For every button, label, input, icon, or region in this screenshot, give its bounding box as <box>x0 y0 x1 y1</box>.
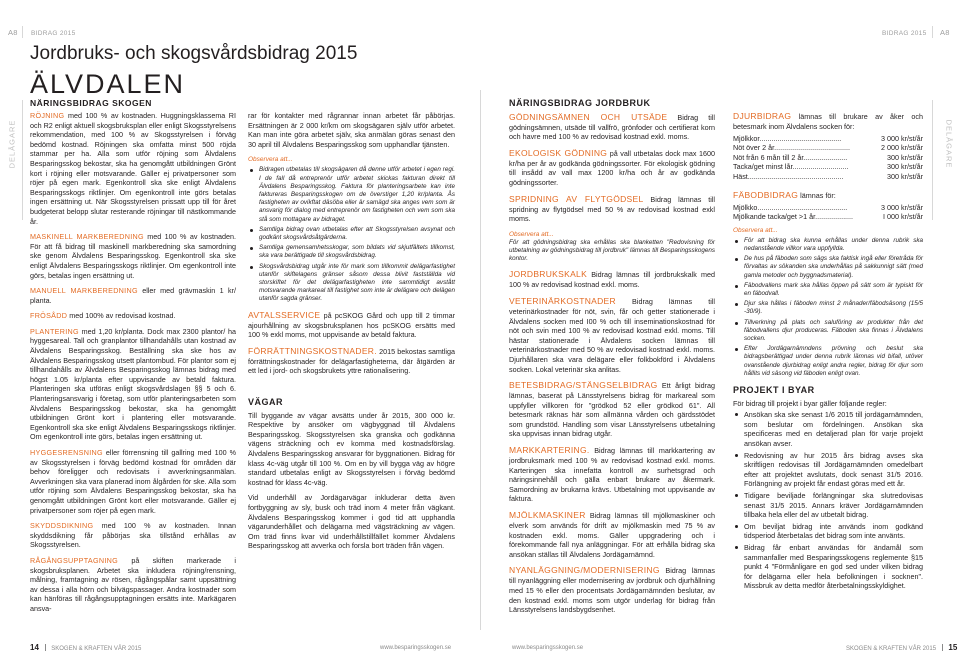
col3-observe-text: För att gödningsbidrag ska erhållas ska blanketten "Redovisning för utbetalning av gödningsbidrag till jordbruk" lämnas till Besparingsskogens kontor. <box>509 238 715 263</box>
page-number-right: A8 <box>940 28 950 37</box>
footer-magazine-right: SKOGEN & KRAFTEN VÅR 2015 <box>846 646 937 652</box>
list-item: Samtliga bidrag ovan utbetalas efter att Skogsstyrelsen avsynat och godkänt skogsvårdsåtgärderna. <box>248 226 455 242</box>
forrattning-text: 2015 bekostas samtliga förrättningskostnader för delägarfastigheterna, där åtgärden är ett led i jord- och skogsbrukets yttre rationalisering. <box>248 346 455 376</box>
avtalsservice-heading: AVTALSSERVICE <box>248 309 321 320</box>
page-number-left: A8 <box>8 28 18 37</box>
rate-label: Häst................................................ <box>733 171 844 181</box>
fabodbidrag-text: lämnas för: <box>798 190 836 200</box>
rate-row <box>733 134 923 144</box>
col3-paragraph <box>509 148 715 188</box>
col3-heading: EKOLOGISK GÖDNING <box>509 147 608 158</box>
col3-heading: GÖDNINGSÄMNEN OCH UTSÄDE <box>509 111 668 122</box>
col1-paragraph <box>30 111 236 226</box>
column-3 <box>509 99 715 621</box>
footer-right <box>846 644 957 653</box>
col1-heading: FRÖSÅDD <box>30 311 68 321</box>
rate-row <box>733 153 923 163</box>
col3-text: Bidrag lämnas till markkartering av jordbruksmark med 100 % av redovisad kostnad exkl. moms. Karteringen ska innefatta kontroll av surhetsgrad och näringsinnehåll och gälla enbart brukare av åkermark. Samordning av brukarna krävs. Utbetalning mot uppvisande av faktura. <box>509 446 715 504</box>
rate-label: Nöt över 2 år...................................... <box>733 143 851 153</box>
list-item: Ansökan ska ske senast 1/6 2015 till jordägarnämnden, som beslutar om fördelningen. Ansökan ska specificeras med en detaljerad plan för varje projekt ansökan avser. <box>733 410 923 448</box>
col3-heading: VETERINÄRKOSTNADER <box>509 295 616 306</box>
forrattning-heading: FÖRRÄTTNINGSKOSTNADER. <box>248 345 377 356</box>
col2-intro: rar för kontakter med rågrannar innan arbetet får påbörjas. Ersättningen är 2 000 kr/km om skogsägaren själv utför arbetet. Kan man inte göra arbetet själv, ska anmälan göras senast den 30 april till Älvdalens Besparingsskog som upphandlar tjänsten. <box>248 111 455 149</box>
page-subtitle: ÄLVDALEN <box>30 69 186 99</box>
col2-bullet-list <box>248 166 455 303</box>
rate-row <box>733 203 923 213</box>
col1-text: med 100 % av kostnaden. Innan skyddsdikning får påbörjas ska tillstånd erhållas av Skogsstyrelsen. <box>30 521 236 550</box>
col3-paragraph <box>509 112 715 142</box>
djurbidrag-heading: DJURBIDRAG <box>733 111 792 121</box>
rate-value: 3 000 kr/st/år <box>881 202 923 212</box>
side-label-right: DELÅGARE <box>944 119 954 169</box>
rate-label: Mjölkkor......................................... <box>733 133 842 143</box>
rate-label: Tacka/get minst lår............................ <box>733 162 849 172</box>
col3-text: Bidrag lämnas till mjölkmaskiner och elverk som används för drift av mjölkmaskin med 75 % av kostnaden exkl. moms. Gäller uppgradering och i förekommande fall nya anläggningar. För att erhålla bidrag ska ansökan ställas till Älvdalens Jordägarnämnd. <box>509 511 715 559</box>
column-1 <box>30 111 236 620</box>
list-item: Bidrag får enbart användas för ändamål som sammanfaller med Besparingsskogens reglemente §15 punkt 4 "Förmånligare en god sed under vilken bidrag för delägarna eller hela befolkningen i socknen". Missbruk av detta medför återbetalningsskyldighet. <box>733 543 923 591</box>
col1-text: eller förrensning till gallring med 100 % av Skogsstyrelsen i förväg bedömd kostnad för områden där behov föreligger och redovisats i avverkningsanmälan. Avverkningen ska vara planerad inom ålgården för ske. Alla som utför röjning som Älvdalens Besparingsskog bekostar, ska ha genomgått utbildningen Grönt kort eller motsvarande. Gäller ej privatpersoner som röjer på egen mark. <box>30 448 236 515</box>
col1-heading: RÅGÅNGSUPPTAGNING <box>30 555 119 565</box>
rate-row <box>733 143 923 153</box>
col1-paragraph <box>30 521 236 550</box>
col2-observe-heading: Observera att... <box>248 156 293 164</box>
col3-heading: SPRIDNING AV FLYTGÖDSEL <box>509 193 644 204</box>
col3-paragraph <box>509 269 715 290</box>
fabodbidrag-rates <box>733 203 923 222</box>
djurbidrag-rates <box>733 134 923 182</box>
col1-paragraph <box>30 556 236 614</box>
fabodbidrag-heading: FÄBODBIDRAG <box>733 189 799 200</box>
col1-text: på skiften markerade i skogsbruksplanen. Arbetet ska inkludera röjning/rensning, målning, framtagning av rösen, rågångspålar samt uppsättning av dessa i alla hörn och bilvägspassager. Andra kostnader som kan hänföras till rågångsupptagningen ersätts inte. Markägaren ansva- <box>30 555 236 613</box>
list-item: Redovisning av hur 2015 års bidrag avses ska skriftligen redovisas till Jordägarnämnden omedelbart efter att projektet avslutats, dock senast 31/5 2016. Förlängning av projekt får endast göras med ett år. <box>733 451 923 489</box>
vagar-text-1: Till byggande av vägar avsätts under år 2015, 300 000 kr. Respektive by ansöker om vägbyggnad till Älvdalens Besparingsskog. Skogsstyrelsen ska granska och godkänna vägens sträckning och ev komma med kostnadsförslag. Älvdalens Besparingsskog ansvarar för byggnationen. Bidrag för klass 4c-väg utgår till 100 %. Om en by vill bygga väg av högre standard utbetalas enligt av Skogsstyrelsen i förväg bedömd kostnad för klass 4c-väg. <box>248 410 455 487</box>
col3-paragraph <box>509 380 715 439</box>
list-item: De hus på fäboden som sägs ska faktisk ingå eller företråda för förvaltas av sökanden ska underhållas på sakkunnigt sätt (med gamla metoder och byggnadsmaterial). <box>733 255 923 280</box>
list-item: Djur ska hållas i fäboden minst 2 månader/fäbodsäsong (15/5 -30/9). <box>733 300 923 316</box>
footer-page-right: 15 <box>948 643 958 652</box>
col3-text: Bidrag lämnas till spridning av flytgödsel med 50 % av redovisad kostnad exkl moms. <box>509 194 715 224</box>
projekt-bullet-list <box>733 410 923 591</box>
col3-text: Bidrag lämnas till nyanläggning eller modernisering av jordbruk och djurhållning med 15 % eller den procentsats Jordägarnämnden beslutar, av den kostnad exkl. moms som utgör underlag för bidrag från Länsstyrelsens landsbygdsenhet. <box>509 566 715 615</box>
rate-value: I 000 kr/st/år <box>883 212 923 222</box>
col3-text: Bidrag till gödningsämnen, utsäde till vallfrö, grönfoder och certifierat korn och havre med 100 % av redovisad kostnad exkl. moms. <box>509 112 715 142</box>
side-label-left: DELÅGARE <box>7 119 17 169</box>
projekt-title: PROJEKT I BYAR <box>733 385 815 395</box>
header-label-right: BIDRAG 2015 <box>882 30 927 37</box>
list-item: Skogsvårdsbidrag utgår inte för mark som tillkommit delägarfastighet utanför skiftelagens gränser såsom dessa blivit fastställda vid storskiftet för det delägarfastigheten inte sammtidigt avstått motsvarande markareal till fastighet som inte är delägare och delägen utanför sagda gränser. <box>248 263 455 304</box>
col3-heading: MARKKARTERING. <box>509 445 590 456</box>
col1-paragraph <box>30 448 236 515</box>
col1-text: med 100 % av kostnaden. Huggningsklassema RI och R2 enligt aktuell skogsbruksplan eller enligt Skogsstyrelsens rekommendation, med 100 % av Skogsstyrelsen i förväg bedömd kostnad. Röjningen ska omfatta minst 500 röjda stammar per ha. Alla som utför röjning som Älvdalens Besparingsskog bekostar, ska ha genomgått utbildningen Grönt kort i röjning eller motsvarande. Gäller ej privatpersoner som röjer på egen mark. Egenkontroll ska ske enligt Älvdalens Besparingsskogs riktlinjer. Om egenkontroll inte görs betalas ingen ersättning ut. När Skogsstyrelsen prissatt upp till för året budgeterat belopp slutar resterande röjningar till nästkommande år. <box>30 111 236 226</box>
col3-paragraph <box>509 445 715 504</box>
vagar-title: VÄGAR <box>248 397 284 407</box>
rate-row <box>733 172 923 182</box>
jordbruk-title: NÄRINGSBIDRAG JORDBRUK <box>509 98 651 108</box>
rate-label: Mjölkko............................................. <box>733 202 848 212</box>
col1-heading: MANUELL MARKBEREDNING <box>30 286 138 296</box>
projekt-intro: För bidrag till projekt i byar gäller följande regler: <box>733 398 887 408</box>
col4-bullet-list <box>733 237 923 378</box>
col1-paragraph <box>30 232 236 280</box>
col3-paragraph <box>509 194 715 224</box>
col1-paragraph <box>30 327 236 442</box>
vagar-text-2: Vid underhåll av Jordägarvägar inkluderar detta även fortbyggning av sly, busk och träd inom 4 meter från vägkant. Älvdalens Besparingsskog kommer i god tid att upphandla vägarunderhållet och delägarna med vägsträckning av vägen. Om träd finns kvar vid underhållstillfället kommer Älvdalens Besparingsskog att avverka och forsla bort träden från vägen. <box>248 493 455 551</box>
footer-magazine-left: SKOGEN & KRAFTEN VÅR 2015 <box>51 646 142 652</box>
rate-value: 2 000 kr/st/år <box>881 143 923 153</box>
col3-text: på vall utbetalas dock max 1600 kr/ha per år av godkända gödningssorter. För ekologisk gödning till insådd av vall max 1200 kr/ha och år av godkända gödningssorter. <box>509 148 715 187</box>
rate-value: 300 kr/st/år <box>887 162 923 172</box>
list-item: Bidragen utbetalas till skogsägaren då denne utför arbetet i egen regi. I de fall då entreprenör utför arbetet skickas fakturan direkt till Älvdalens Besparingsskog. Faktura för planteringsarbete kan inte faktureras Besparingsskogen om de överstiger 1,20 kr/planta. Ås fastigheten av ovikftat däsöba eller är samägd ska anges vem som är ansvarig för dialog med entreprenör om fastigheten och vem som ska stå som mottagare av bidraget. <box>248 166 455 223</box>
footer-url-left[interactable]: www.besparingsskogen.se <box>380 645 452 651</box>
col1-heading: RÖJNING <box>30 111 65 120</box>
col1-text: med 1,20 kr/planta. Dock max 2300 plantor/ ha hyggesareal. Tall och granplantor tillhandahålls utan kostnad av Älvdalens Besparingsskog. Beställning ska ske hos av Älvdalens Besparingsskog utsett plantombud. För plantor som ej tillhandahålls av Älvdalens Besparingsskog lämnas bidrag med högst 1.05 kr/planta efter uppvisande av betald faktura. Planteringen ska utföras enligt skogsvårdslagen §§ 5 och 6. Planteringsansvarig i företag, som utför planteringsarbeten som Älvdalens Besparingsskog bekostar, ska ha genomgått utbildningen Grönt kort i plantering eller motsvarande. Egenkontroll ska ske enligt Älvdalens Besparingsskogs riktlinjer. Om egenkontroll inte görs, betalas ingen ersättning ut. <box>30 326 236 442</box>
rate-value: 3 000 kr/st/år <box>881 133 923 143</box>
list-item: Samtliga gemensamhetsskogar, som bildats vid skjutfältets tillkomst, ska vara berättigade till skogsvårdsbidrag. <box>248 244 455 260</box>
rate-label: Mjölkande tacka/get >1 år................... <box>733 212 854 222</box>
footer-page-left: 14 <box>30 643 39 652</box>
col1-text: med 100 % av kostnaden. För att få bidrag till maskinell markberedning ska samordning ske genom Älvdalens Besparingsskog. Egenkontroll ska ske enligt Älvdalens Besparingsskogs riktlinjer. Om egenkontroll inte görs, betalas ingen ersättning ut. <box>30 232 236 280</box>
col1-paragraph <box>30 286 236 305</box>
list-item: För att bidrag ska kunna erhållas under denna rubrik ska nedanstående villkor vara uppfyllda. <box>733 237 923 253</box>
col1-text: eller med grävmaskin 1 kr/ planta. <box>30 286 236 305</box>
page-title: Jordbruks- och skogsvårdsbidrag 2015 <box>30 43 358 64</box>
col3-heading: MJÖLKMASKINER <box>509 510 586 521</box>
avtalsservice-text: på pcSKOG Gård och upp till 2 timmar ajourhållning av skogsbruksplanen hos pcSKOG ersätts med 100 % exkl moms, mot uppvisande av betald faktura. <box>248 310 455 340</box>
rate-row <box>733 162 923 172</box>
col3-text: Ett årligt bidrag lämnas, baserat på Länsstyrelsens bidrag för markareal som uppfyller villkoren för "grödkod 52 eller grödkod 61". All betesmark räknas här som allmänna vården och gärdsstödet som grundstöd. Handling som visar Länsstyrelsens utbetalning ska uppvisas innan bidrag utgår. <box>509 381 715 439</box>
col3-heading: BETESBIDRAG/STÄNGSELBIDRAG <box>509 380 658 391</box>
col3-heading: JORDBRUKSKALK <box>509 269 588 280</box>
col3-text: Bidrag lämnas till veterinärkostnader för nöt, svin, får och getter stationerade i Älvdalens socken med I00 % och till inseminationskostnad för nöt och svin med 100 % av redovisad kostnad exkl. moms. Till hästar stationerade i Älvdalens socken lämnas till veterinärkostnader med 50 % av redovisad kostnad exkl. moms. Djurhållaren ska vara delägare eller folkbokförd i Älvdalens socken. Lokal veterinär ska anlitas. <box>509 296 715 374</box>
header-label-left: BIDRAG 2015 <box>31 30 76 37</box>
list-item: Efter Jordägarnämndens prövning och beslut ska bidragsberättigad under denna rubrik lämnas vid bifall, utöver ovanstående djurbidrag enligt andra regler, bidrag för djur som hållits vid säsong vid fäboden enligt ovan. <box>733 345 923 378</box>
col1-heading: SKYDDSDIKNING <box>30 521 94 531</box>
col3-paragraph <box>509 296 715 374</box>
col3-paragraph <box>509 510 715 559</box>
list-item: Tidigare beviljade förlängningar ska slutredovisas senast 31/5 2015. Annars kräver Jordägarnämnden tillbaka hela eller del av utbetalt bidrag. <box>733 491 923 520</box>
rate-label: Nöt från 6 mån till 2 år...................... <box>733 152 848 162</box>
col3-observe-heading: Observera att... <box>509 230 554 238</box>
footer-url-right[interactable]: www.besparingsskogen.se <box>512 645 584 651</box>
col1-paragraph <box>30 311 236 321</box>
rate-value: 300 kr/st/år <box>887 152 923 162</box>
col3-paragraph <box>509 565 715 614</box>
col1-text: med 100% av redovisad kostnad. <box>67 311 176 321</box>
list-item: Om beviljat bidrag inte används inom godkänd tidsperiod återbetalas det bidrag som inte använts. <box>733 522 923 541</box>
list-item: Tillverkning på plats och saluföring av produkter från det fäbodvallens djur produceras. Fäboden ska finnas i Älvdalens socken. <box>733 319 923 344</box>
rate-value: 300 kr/st/år <box>887 171 923 181</box>
col3-text: Bidrag lämnas till jordbrukskalk med 100 % av redovisad kostnad exkl. moms. <box>509 270 715 290</box>
col1-heading: HYGGESRENSNING <box>30 448 103 457</box>
column-2 <box>248 111 455 557</box>
column-4 <box>733 111 923 597</box>
djurbidrag-text: lämnas till brukare av åker och betesmark inom Älvdalens socken för: <box>733 112 923 131</box>
col1-heading: PLANTERING <box>30 326 79 336</box>
section-title: NÄRINGSBIDRAG SKOGEN <box>30 98 152 108</box>
col3-heading: NYANLÄGGNING/MODERNISERING <box>509 565 660 576</box>
col1-heading: MASKINELL MARKBEREDNING <box>30 232 144 242</box>
list-item: Fäbodvallens mark ska hållas öppen på sätt som är typiskt för en fäbodvall. <box>733 282 923 298</box>
rate-row <box>733 212 923 222</box>
col4-observe-heading: Observera att... <box>733 226 778 234</box>
footer-left <box>30 644 141 653</box>
